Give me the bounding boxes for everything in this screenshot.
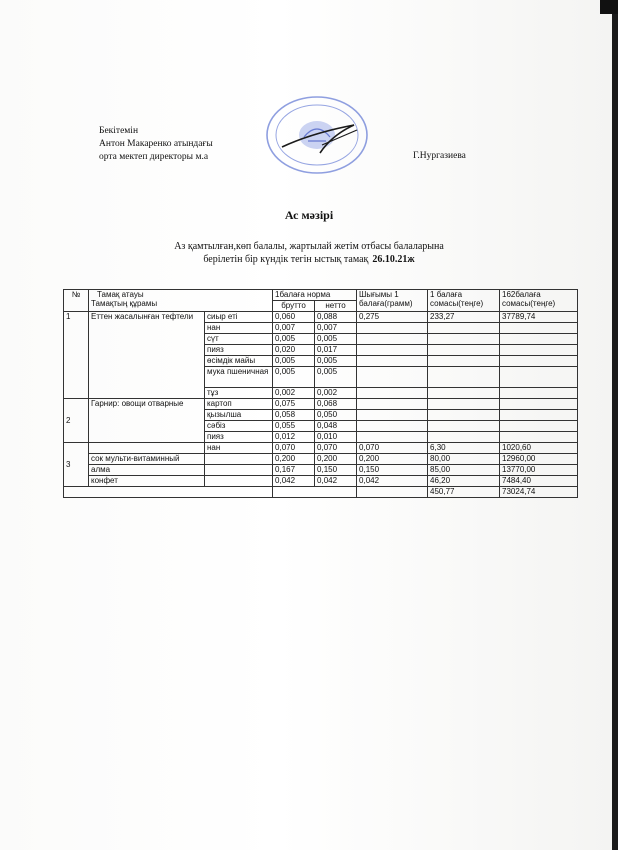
header-dish bbox=[89, 290, 273, 312]
cost-one bbox=[428, 421, 500, 432]
official-stamp bbox=[262, 95, 372, 175]
header-gross: брутто bbox=[273, 301, 315, 312]
group-dish: Еттен жасалынған тефтели bbox=[89, 312, 205, 399]
approval-line-2: Антон Макаренко атындағы bbox=[99, 139, 213, 149]
cost-one: 85,00 bbox=[428, 465, 500, 476]
empty-cell bbox=[205, 454, 273, 465]
cost-total: 1020,60 bbox=[500, 443, 578, 454]
net: 0,200 bbox=[315, 454, 357, 465]
table-header-row bbox=[64, 290, 578, 301]
yield bbox=[357, 334, 428, 345]
subtitle-text: берілетін бір күндік тегін ыстық тамақ bbox=[203, 254, 369, 265]
net: 0,005 bbox=[315, 356, 357, 367]
gross: 0,007 bbox=[273, 323, 315, 334]
ingredient: тұз bbox=[205, 388, 273, 399]
empty-cell bbox=[205, 476, 273, 487]
empty-cell bbox=[89, 443, 205, 454]
cost-total bbox=[500, 421, 578, 432]
header-composition: Тамақтың құрамы bbox=[91, 299, 158, 308]
empty-cell bbox=[357, 487, 428, 498]
net: 0,150 bbox=[315, 465, 357, 476]
gross: 0,005 bbox=[273, 356, 315, 367]
gross: 0,167 bbox=[273, 465, 315, 476]
net: 0,010 bbox=[315, 432, 357, 443]
group-num: 3 bbox=[64, 443, 89, 487]
ingredient: пияз bbox=[205, 345, 273, 356]
gross: 0,070 bbox=[273, 443, 315, 454]
ingredient: сиыр еті bbox=[205, 312, 273, 323]
ingredient: нан bbox=[205, 443, 273, 454]
header-num: № bbox=[64, 290, 89, 312]
cost-total bbox=[500, 432, 578, 443]
net: 0,050 bbox=[315, 410, 357, 421]
subtitle-line-2 bbox=[0, 254, 618, 265]
group-dish: Гарнир: овощи отварные bbox=[89, 399, 205, 443]
cost-total bbox=[500, 367, 578, 388]
cost-one bbox=[428, 323, 500, 334]
yield: 0,275 bbox=[357, 312, 428, 323]
yield bbox=[357, 410, 428, 421]
ingredient: нан bbox=[205, 323, 273, 334]
net: 0,007 bbox=[315, 323, 357, 334]
net: 0,005 bbox=[315, 367, 357, 388]
ingredient: қызылша bbox=[205, 410, 273, 421]
gross: 0,055 bbox=[273, 421, 315, 432]
gross: 0,060 bbox=[273, 312, 315, 323]
cost-one bbox=[428, 388, 500, 399]
cost-one bbox=[428, 356, 500, 367]
cost-total bbox=[500, 399, 578, 410]
table-row bbox=[64, 465, 578, 476]
table-row bbox=[64, 312, 578, 323]
cost-one bbox=[428, 367, 500, 388]
net: 0,017 bbox=[315, 345, 357, 356]
page-title: Ас мәзірі bbox=[284, 208, 334, 222]
header-consumption: Шығымы 1 балаға(грамм) bbox=[357, 290, 428, 312]
subtitle-line-1: Аз қамтылған,көп балалы, жартылай жетім отбасы балаларына bbox=[174, 241, 444, 252]
gross: 0,042 bbox=[273, 476, 315, 487]
yield: 0,042 bbox=[357, 476, 428, 487]
table-row bbox=[64, 443, 578, 454]
header-cost-total: 162балаға сомасы(теңге) bbox=[500, 290, 578, 312]
table-row bbox=[64, 399, 578, 410]
yield: 0,200 bbox=[357, 454, 428, 465]
cost-total bbox=[500, 345, 578, 356]
net: 0,042 bbox=[315, 476, 357, 487]
cost-total bbox=[500, 323, 578, 334]
group-num: 1 bbox=[64, 312, 89, 399]
header-dish-name: Тамақ атауы bbox=[97, 290, 144, 299]
yield: 0,070 bbox=[357, 443, 428, 454]
yield: 0,150 bbox=[357, 465, 428, 476]
menu-table bbox=[63, 289, 578, 498]
header-cost-one: 1 балаға сомасы(теңге) bbox=[428, 290, 500, 312]
ingredient: мука пшеничная bbox=[205, 367, 273, 388]
cost-one bbox=[428, 432, 500, 443]
header-norm: 1балаға норма bbox=[273, 290, 357, 301]
approval-line-1: Бекітемін bbox=[99, 126, 139, 136]
cost-one: 6,30 bbox=[428, 443, 500, 454]
total-cost-one: 450,77 bbox=[428, 487, 500, 498]
net: 0,002 bbox=[315, 388, 357, 399]
gross: 0,058 bbox=[273, 410, 315, 421]
cost-total bbox=[500, 388, 578, 399]
cost-one: 233,27 bbox=[428, 312, 500, 323]
ingredient: картоп bbox=[205, 399, 273, 410]
gross: 0,002 bbox=[273, 388, 315, 399]
item-dish: сок мульти-витаминный bbox=[89, 454, 205, 465]
item-dish: алма bbox=[89, 465, 205, 476]
table-row bbox=[64, 476, 578, 487]
ingredient: сәбіз bbox=[205, 421, 273, 432]
net: 0,088 bbox=[315, 312, 357, 323]
gross: 0,012 bbox=[273, 432, 315, 443]
gross: 0,005 bbox=[273, 367, 315, 388]
empty-cell bbox=[64, 487, 273, 498]
cost-one bbox=[428, 410, 500, 421]
net: 0,048 bbox=[315, 421, 357, 432]
yield bbox=[357, 345, 428, 356]
empty-cell bbox=[205, 465, 273, 476]
gross: 0,200 bbox=[273, 454, 315, 465]
total-cost-total: 73024,74 bbox=[500, 487, 578, 498]
approval-line-3: орта мектеп директоры м.а bbox=[99, 152, 209, 162]
group-num: 2 bbox=[64, 399, 89, 443]
cost-one: 46,20 bbox=[428, 476, 500, 487]
ingredient: өсімдік майы bbox=[205, 356, 273, 367]
approval-block bbox=[99, 125, 213, 164]
yield bbox=[357, 388, 428, 399]
yield bbox=[357, 432, 428, 443]
signer-name: Г.Нургазиева bbox=[413, 151, 466, 161]
yield bbox=[357, 323, 428, 334]
cost-total bbox=[500, 410, 578, 421]
gross: 0,005 bbox=[273, 334, 315, 345]
net: 0,005 bbox=[315, 334, 357, 345]
gross: 0,020 bbox=[273, 345, 315, 356]
yield bbox=[357, 356, 428, 367]
empty-cell bbox=[273, 487, 357, 498]
net: 0,070 bbox=[315, 443, 357, 454]
totals-row bbox=[64, 487, 578, 498]
net: 0,068 bbox=[315, 399, 357, 410]
cost-total: 7484,40 bbox=[500, 476, 578, 487]
cost-total bbox=[500, 356, 578, 367]
cost-total: 13770,00 bbox=[500, 465, 578, 476]
yield bbox=[357, 421, 428, 432]
ingredient: сүт bbox=[205, 334, 273, 345]
menu-date: 26.10.21ж bbox=[372, 254, 415, 265]
table-row bbox=[64, 454, 578, 465]
cost-one bbox=[428, 334, 500, 345]
gross: 0,075 bbox=[273, 399, 315, 410]
item-dish: конфет bbox=[89, 476, 205, 487]
ingredient: пияз bbox=[205, 432, 273, 443]
cost-total bbox=[500, 334, 578, 345]
scan-edge-corner bbox=[600, 0, 618, 14]
cost-one bbox=[428, 345, 500, 356]
cost-total: 12960,00 bbox=[500, 454, 578, 465]
cost-one: 80,00 bbox=[428, 454, 500, 465]
cost-total: 37789,74 bbox=[500, 312, 578, 323]
cost-one bbox=[428, 399, 500, 410]
scan-edge bbox=[612, 0, 618, 850]
header-net: нетто bbox=[315, 301, 357, 312]
yield bbox=[357, 367, 428, 388]
yield bbox=[357, 399, 428, 410]
